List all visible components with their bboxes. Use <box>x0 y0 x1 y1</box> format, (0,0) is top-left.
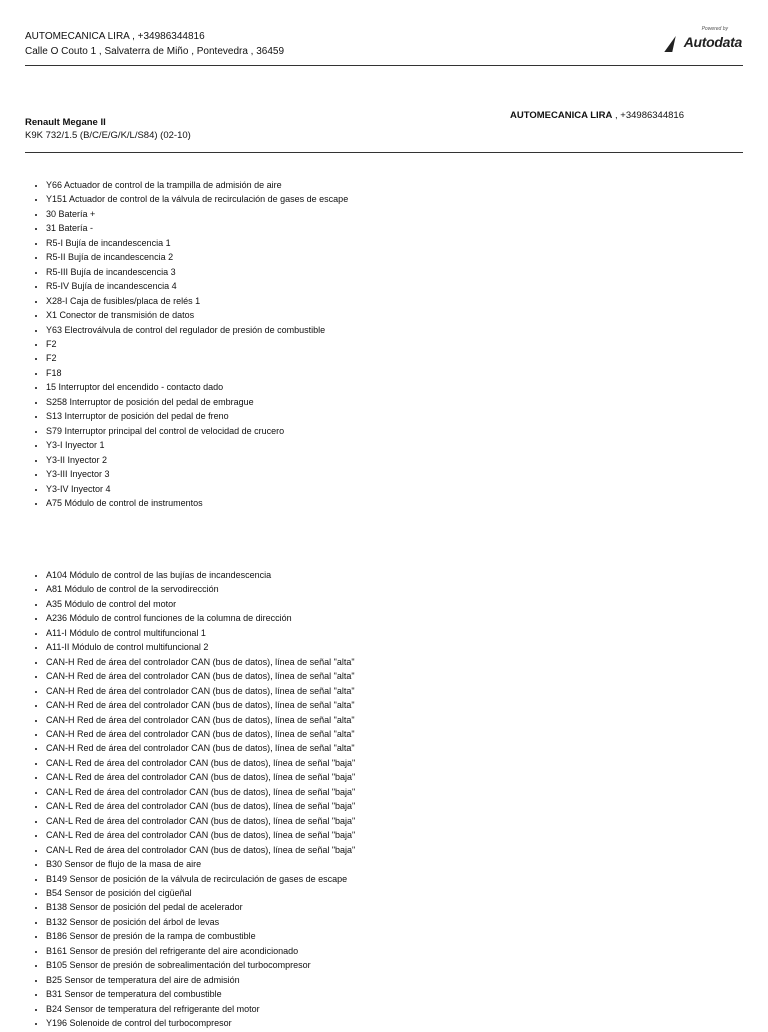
component-item: • Y63 Electroválvula de control del regulador de presión de combustible <box>46 323 348 337</box>
garage-address: Calle O Couto 1 , Salvaterra de Miño , Pontevedra , 36459 <box>25 46 285 57</box>
autodata-logo <box>666 26 742 54</box>
garage-contact-phone: , +34986344816 <box>612 110 684 121</box>
component-item: • F2 <box>46 337 348 351</box>
component-item: • B25 Sensor de temperatura del aire de admisión <box>46 973 355 987</box>
component-item: • 15 Interruptor del encendido - contacto dado <box>46 380 348 394</box>
component-item: • B161 Sensor de presión del refrigerante del aire acondicionado <box>46 944 355 958</box>
component-item: • A81 Módulo de control de la servodirección <box>46 582 355 596</box>
component-item: • F2 <box>46 351 348 365</box>
vehicle-divider <box>25 152 743 153</box>
component-item: • R5-IV Bujía de incandescencia 4 <box>46 279 348 293</box>
component-item: • CAN-L Red de área del controlador CAN (bus de datos), línea de señal "baja" <box>46 770 355 784</box>
component-item: • CAN-L Red de área del controlador CAN (bus de datos), línea de señal "baja" <box>46 828 355 842</box>
component-item: • B31 Sensor de temperatura del combustible <box>46 987 355 1001</box>
powered-by-label: Powered by <box>701 26 728 32</box>
vehicle-model: Renault Megane II <box>25 117 106 128</box>
component-item: • CAN-H Red de área del controlador CAN (bus de datos), línea de señal "alta" <box>46 655 355 669</box>
component-item: • CAN-L Red de área del controlador CAN (bus de datos), línea de señal "baja" <box>46 785 355 799</box>
component-item: • Y3-III Inyector 3 <box>46 467 348 481</box>
component-item: • CAN-L Red de área del controlador CAN (bus de datos), línea de señal "baja" <box>46 843 355 857</box>
component-item: • Y66 Actuador de control de la trampilla de admisión de aire <box>46 178 348 192</box>
garage-contact <box>510 110 684 121</box>
component-item: • A35 Módulo de control del motor <box>46 597 355 611</box>
component-item: • F18 <box>46 366 348 380</box>
component-item: • CAN-H Red de área del controlador CAN (bus de datos), línea de señal "alta" <box>46 727 355 741</box>
component-item: • B54 Sensor de posición del cigüeñal <box>46 886 355 900</box>
component-item: • 30 Batería + <box>46 207 348 221</box>
garage-header <box>25 29 284 59</box>
component-item: • A75 Módulo de control de instrumentos <box>46 496 348 510</box>
component-item: • 31 Batería - <box>46 221 348 235</box>
component-item: • B138 Sensor de posición del pedal de acelerador <box>46 900 355 914</box>
garage-contact-name: AUTOMECANICA LIRA <box>510 110 613 121</box>
component-item: • S258 Interruptor de posición del pedal de embrague <box>46 395 348 409</box>
component-item: • R5-I Bujía de incandescencia 1 <box>46 236 348 250</box>
component-item: • B30 Sensor de flujo de la masa de aire <box>46 857 355 871</box>
component-item: • Y151 Actuador de control de la válvula de recirculación de gases de escape <box>46 192 348 206</box>
component-item: • CAN-H Red de área del controlador CAN (bus de datos), línea de señal "alta" <box>46 713 355 727</box>
component-item: • CAN-H Red de área del controlador CAN (bus de datos), línea de señal "alta" <box>46 741 355 755</box>
vehicle-info <box>25 116 191 142</box>
header-divider <box>25 65 743 66</box>
component-item: • CAN-L Red de área del controlador CAN (bus de datos), línea de señal "baja" <box>46 814 355 828</box>
garage-name-phone: AUTOMECANICA LIRA , +34986344816 <box>25 31 205 42</box>
component-item: • Y196 Solenoide de control del turbocompresor <box>46 1016 355 1030</box>
vehicle-engine: K9K 732/1.5 (B/C/E/G/K/L/S84) (02-10) <box>25 130 191 141</box>
component-item: • X1 Conector de transmisión de datos <box>46 308 348 322</box>
component-item: • S13 Interruptor de posición del pedal de freno <box>46 409 348 423</box>
component-list-2 <box>28 568 355 1031</box>
component-item: • Y3-IV Inyector 4 <box>46 482 348 496</box>
component-item: • CAN-H Red de área del controlador CAN (bus de datos), línea de señal "alta" <box>46 684 355 698</box>
component-item: • CAN-L Red de área del controlador CAN (bus de datos), línea de señal "baja" <box>46 799 355 813</box>
component-item: • B105 Sensor de presión de sobrealimentación del turbocompresor <box>46 958 355 972</box>
component-item: • CAN-H Red de área del controlador CAN (bus de datos), línea de señal "alta" <box>46 698 355 712</box>
component-item: • B149 Sensor de posición de la válvula de recirculación de gases de escape <box>46 872 355 886</box>
component-item: • R5-III Bujía de incandescencia 3 <box>46 265 348 279</box>
component-item: • A236 Módulo de control funciones de la columna de dirección <box>46 611 355 625</box>
component-item: • S79 Interruptor principal del control de velocidad de crucero <box>46 424 348 438</box>
component-item: • A104 Módulo de control de las bujías de incandescencia <box>46 568 355 582</box>
component-item: • CAN-H Red de área del controlador CAN (bus de datos), línea de señal "alta" <box>46 669 355 683</box>
component-item: • A11-I Módulo de control multifuncional 1 <box>46 626 355 640</box>
component-item: • Y3-I Inyector 1 <box>46 438 348 452</box>
autodata-brand: Autodata <box>683 34 742 50</box>
autodata-swoosh-icon <box>664 36 679 52</box>
component-item: • B24 Sensor de temperatura del refrigerante del motor <box>46 1002 355 1016</box>
component-item: • X28-I Caja de fusibles/placa de relés 1 <box>46 294 348 308</box>
component-item: • R5-II Bujía de incandescencia 2 <box>46 250 348 264</box>
component-item: • B186 Sensor de presión de la rampa de combustible <box>46 929 355 943</box>
component-item: • A11-II Módulo de control multifuncional 2 <box>46 640 355 654</box>
component-list-1 <box>28 178 348 510</box>
component-item: • Y3-II Inyector 2 <box>46 453 348 467</box>
component-item: • CAN-L Red de área del controlador CAN (bus de datos), línea de señal "baja" <box>46 756 355 770</box>
component-item: • B132 Sensor de posición del árbol de levas <box>46 915 355 929</box>
